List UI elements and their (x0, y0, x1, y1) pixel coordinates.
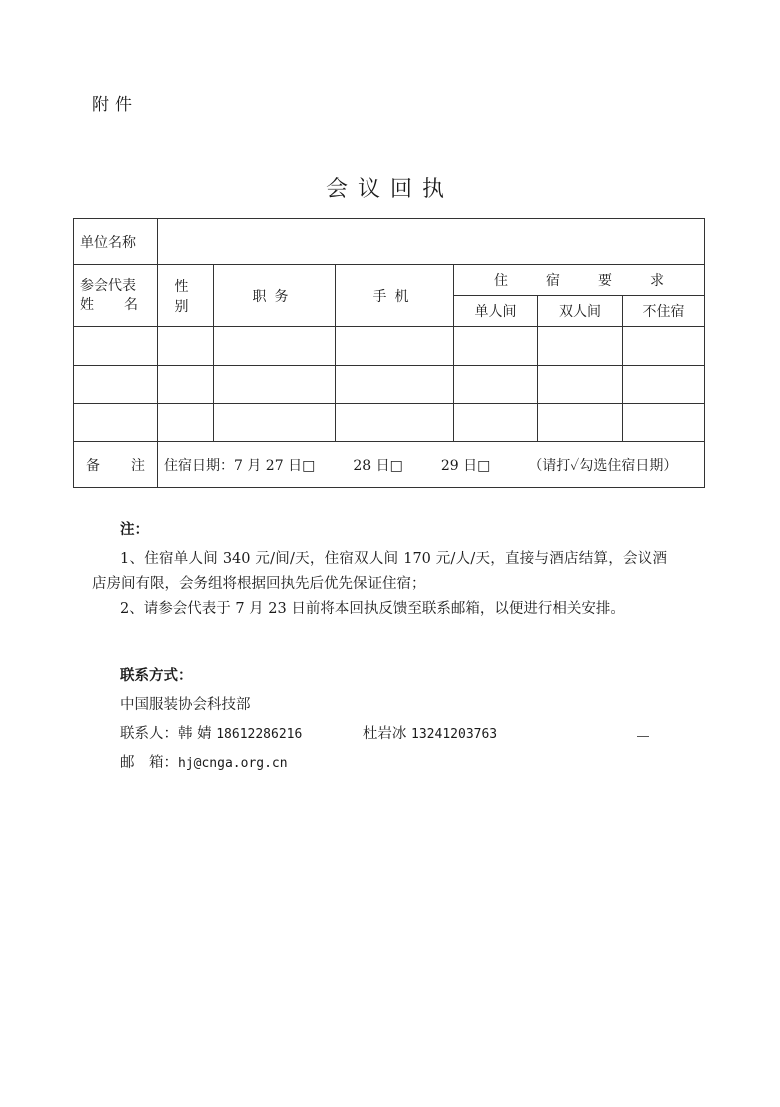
contact-email-link[interactable]: hj@cnga.org.cn (178, 756, 288, 771)
contact-email-label: 邮 箱： (120, 755, 178, 771)
double-room-cell[interactable] (538, 404, 623, 442)
lodging-char-1: 住 (494, 273, 509, 289)
name-cell[interactable] (74, 404, 158, 442)
lodging-date-27-checkbox[interactable]: 住宿日期：7 月 27 日□ (164, 457, 316, 474)
lodging-dates-remark (158, 442, 705, 488)
lodging-date-28-checkbox[interactable]: 28 日□ (353, 457, 403, 474)
lodging-date-29-checkbox[interactable]: 29 日□ (440, 457, 491, 474)
name-cell[interactable] (74, 366, 158, 404)
name-char-2: 名 (124, 296, 138, 313)
remark-char-2: 注 (131, 457, 145, 474)
attachment-label: 附件 (92, 95, 138, 115)
table-row (74, 327, 705, 366)
phone-header: 手机 (336, 265, 454, 327)
lodging-char-3: 要 (598, 273, 613, 289)
position-cell[interactable] (214, 366, 336, 404)
table-row (74, 404, 705, 442)
phone-cell[interactable] (336, 366, 454, 404)
lodging-requirement-header (454, 265, 705, 296)
notes-heading: 注： (120, 522, 149, 538)
lodging-char-2: 宿 (546, 273, 561, 289)
gender-cell[interactable] (158, 327, 214, 366)
no-stay-header: 不住宿 (623, 296, 705, 327)
no-stay-cell[interactable] (623, 404, 705, 442)
remark-label (74, 442, 158, 488)
contact-section (120, 662, 497, 778)
lodging-date-hint: （请打✓勾选住宿日期） (528, 457, 678, 474)
contact-person2-phone: 13241203763 (411, 727, 498, 742)
gender-cell[interactable] (158, 404, 214, 442)
contact-heading: 联系方式： (120, 668, 193, 684)
unit-name-label: 单位名称 (74, 219, 158, 265)
contact-person1-name: 韩 婧 (178, 726, 212, 742)
position-header: 职务 (214, 265, 336, 327)
notes-section (92, 518, 667, 622)
single-room-header: 单人间 (454, 296, 538, 327)
unit-name-field[interactable] (158, 219, 705, 265)
contact-persons (120, 720, 497, 749)
representative-label-line1: 参会代表 (80, 277, 136, 294)
gender-cell[interactable] (158, 366, 214, 404)
note-item-1: 1、住宿单人间 340 元/间/天，住宿双人间 170 元/人/天，直接与酒店结算，会议酒店房间有限，会务组将根据回执先后优先保证住宿； (92, 551, 667, 592)
contact-organization: 中国服装协会科技部 (120, 697, 251, 713)
representative-name-label (74, 265, 158, 327)
gender-header: 性别 (158, 265, 214, 327)
position-cell[interactable] (214, 404, 336, 442)
single-room-cell[interactable] (454, 366, 538, 404)
no-stay-cell[interactable] (623, 366, 705, 404)
lodging-char-4: 求 (650, 273, 665, 289)
phone-cell[interactable] (336, 327, 454, 366)
name-char-1: 姓 (80, 296, 94, 313)
name-cell[interactable] (74, 327, 158, 366)
note-item-2: 2、请参会代表于 7 月 23 日前将本回执反馈至联系邮箱，以便进行相关安排。 (120, 601, 625, 617)
phone-cell[interactable] (336, 404, 454, 442)
page-title: 会议回执 (325, 177, 454, 202)
table-row (74, 366, 705, 404)
double-room-cell[interactable] (538, 366, 623, 404)
receipt-form-table (73, 218, 705, 488)
stray-mark (637, 736, 649, 737)
double-room-header: 双人间 (538, 296, 623, 327)
position-cell[interactable] (214, 327, 336, 366)
remark-char-1: 备 (86, 457, 100, 474)
no-stay-cell[interactable] (623, 327, 705, 366)
single-room-cell[interactable] (454, 327, 538, 366)
contact-person2-name: 杜岩冰 (362, 726, 407, 742)
contact-person1-phone: 18612286216 (216, 727, 303, 742)
contact-email-row (120, 749, 497, 778)
contact-person-label: 联系人： (120, 726, 178, 742)
single-room-cell[interactable] (454, 404, 538, 442)
double-room-cell[interactable] (538, 327, 623, 366)
